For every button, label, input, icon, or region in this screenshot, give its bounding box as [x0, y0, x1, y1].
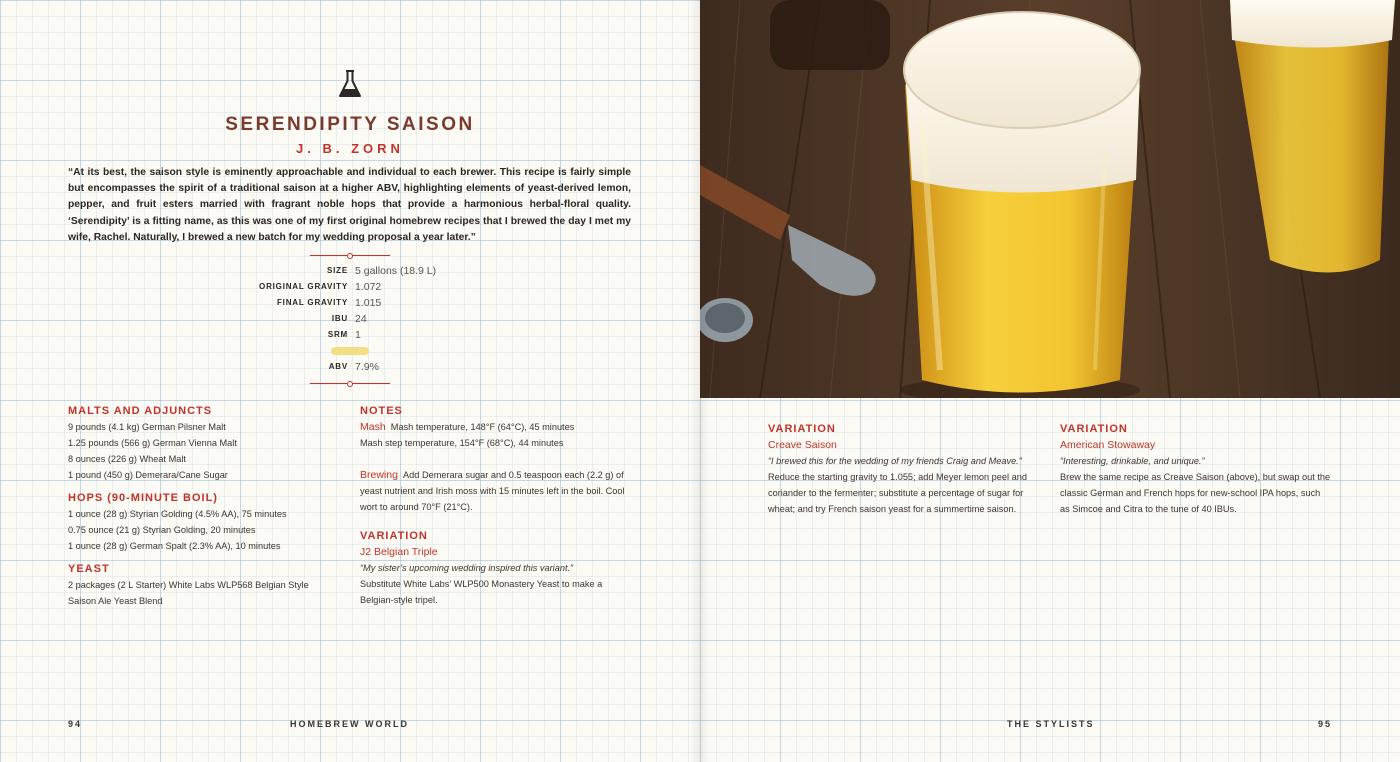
variation-text: Reduce the starting gravity to 1.055; add Meyer lemon peel and coriander to the fermenter; substitute a percentage of sugar for wheat; and try French saison yeast for a summertime saison. [768, 472, 1027, 514]
mash-line-2: Mash step temperature, 154°F (68°C), 44 minutes [360, 438, 564, 448]
variation-text: Brew the same recipe as Creave Saison (above), but swap out the classic German and French hops for new-school IPA hops, such as Simcoe and Citra to the tune of 40 IBUs. [1060, 472, 1331, 514]
spec-row-fg [200, 295, 500, 311]
spec-label: IBU [331, 314, 348, 323]
brewing-label: Brewing [360, 469, 398, 481]
divider-bottom [310, 383, 390, 384]
list-item: 1 ounce (28 g) German Spalt (2.3% AA), 10 minutes [68, 541, 281, 551]
variation-quote: “Interesting, drinkable, and unique.” [1060, 456, 1205, 466]
variation-column-1 [768, 422, 1033, 517]
srm-color-swatch [331, 347, 369, 355]
variation-column-2 [1060, 422, 1332, 517]
recipe-author: J. B. ZORN [296, 141, 404, 156]
notes-column [360, 404, 632, 608]
page-number-right: 95 [1318, 719, 1333, 729]
recipe-intro: “At its best, the saison style is eminently approachable and individual to each brewer. This recipe is fairly simple but encompasses the spirit of a traditional saison at a higher ABV, highlighting elements of yeast-derived lemon, pepper, and fruit esters married with fragrant noble hops that provide a harmonious herbal-floral quality. ‘Serendipity’ is a fitting name, as this was one of my first original homebrew recipes that I brewed the day I met my wife, Rachel. Naturally, I brewed a new batch for my wedding proposal a year later.” [68, 167, 631, 243]
variation-heading: VARIATION [768, 423, 836, 435]
spec-value: 1.015 [355, 297, 382, 309]
hops-heading: HOPS (90-MINUTE BOIL) [68, 492, 218, 504]
spec-value: 5 gallons (18.9 L) [355, 265, 437, 277]
spec-value: 7.9% [355, 361, 379, 373]
flask-icon [336, 68, 364, 100]
list-item: 9 pounds (4.1 kg) German Pilsner Malt [68, 422, 226, 432]
spec-label: SIZE [327, 266, 348, 275]
spec-label: ABV [328, 362, 348, 371]
running-title-left: HOMEBREW WORLD [290, 719, 409, 729]
variation-quote: “I brewed this for the wedding of my friends Craig and Meave.” [768, 456, 1022, 466]
list-item: 0.75 ounce (21 g) Styrian Golding, 20 minutes [68, 525, 256, 535]
list-item: 1.25 pounds (566 g) German Vienna Malt [68, 438, 237, 448]
spec-row-og [200, 279, 500, 295]
list-item: 1 ounce (28 g) Styrian Golding (4.5% AA), 75 minutes [68, 509, 287, 519]
page-number-left: 94 [68, 719, 83, 729]
variation-heading: VARIATION [1060, 423, 1128, 435]
running-title-right: THE STYLISTS [1007, 719, 1095, 729]
spec-row-ibu [200, 311, 500, 327]
yeast-text: 2 packages (2 L Starter) White Labs WLP568 Belgian Style Saison Ale Yeast Blend [68, 580, 309, 606]
spec-value: 1 [355, 329, 361, 341]
spec-table [200, 263, 500, 375]
variation-name: J2 Belgian Triple [360, 546, 438, 558]
beer-photo [700, 0, 1400, 398]
spec-row-abv [200, 359, 500, 375]
mash-label: Mash [360, 421, 386, 433]
variation-heading: VARIATION [360, 530, 428, 542]
variation-name: American Stowaway [1060, 439, 1156, 451]
mash-line-1: Mash temperature, 148°F (64°C), 45 minutes [390, 422, 575, 432]
spec-label: ORIGINAL GRAVITY [259, 282, 348, 291]
spec-label: FINAL GRAVITY [277, 298, 348, 307]
beer-photo-illustration [700, 0, 1400, 398]
variation-quote: “My sister’s upcoming wedding inspired this variant.” [360, 563, 574, 573]
spec-value: 24 [355, 313, 367, 325]
ingredients-column [68, 404, 338, 609]
spec-value: 1.072 [355, 281, 382, 293]
yeast-heading: YEAST [68, 563, 110, 575]
divider-top [310, 255, 390, 256]
book-gutter [690, 0, 710, 762]
notes-heading: NOTES [360, 405, 403, 417]
spec-label: SRM [327, 330, 348, 339]
spec-row-srm [200, 327, 500, 343]
malts-heading: MALTS AND ADJUNCTS [68, 405, 213, 417]
srm-swatch-row [200, 343, 500, 359]
recipe-title: SERENDIPITY SAISON [225, 114, 475, 135]
list-item: 1 pound (450 g) Demerara/Cane Sugar [68, 470, 228, 480]
spec-row-size [200, 263, 500, 279]
variation-text: Substitute White Labs’ WLP500 Monastery Yeast to make a Belgian-style tripel. [360, 579, 603, 605]
brewing-text: Add Demerara sugar and 0.5 teaspoon each (2.2 g) of yeast nutrient and Irish moss with 15 minutes left in the boil. Cool wort to around 70°F (21°C). [360, 470, 625, 512]
variation-name: Creave Saison [768, 439, 837, 451]
list-item: 8 ounces (226 g) Wheat Malt [68, 454, 186, 464]
